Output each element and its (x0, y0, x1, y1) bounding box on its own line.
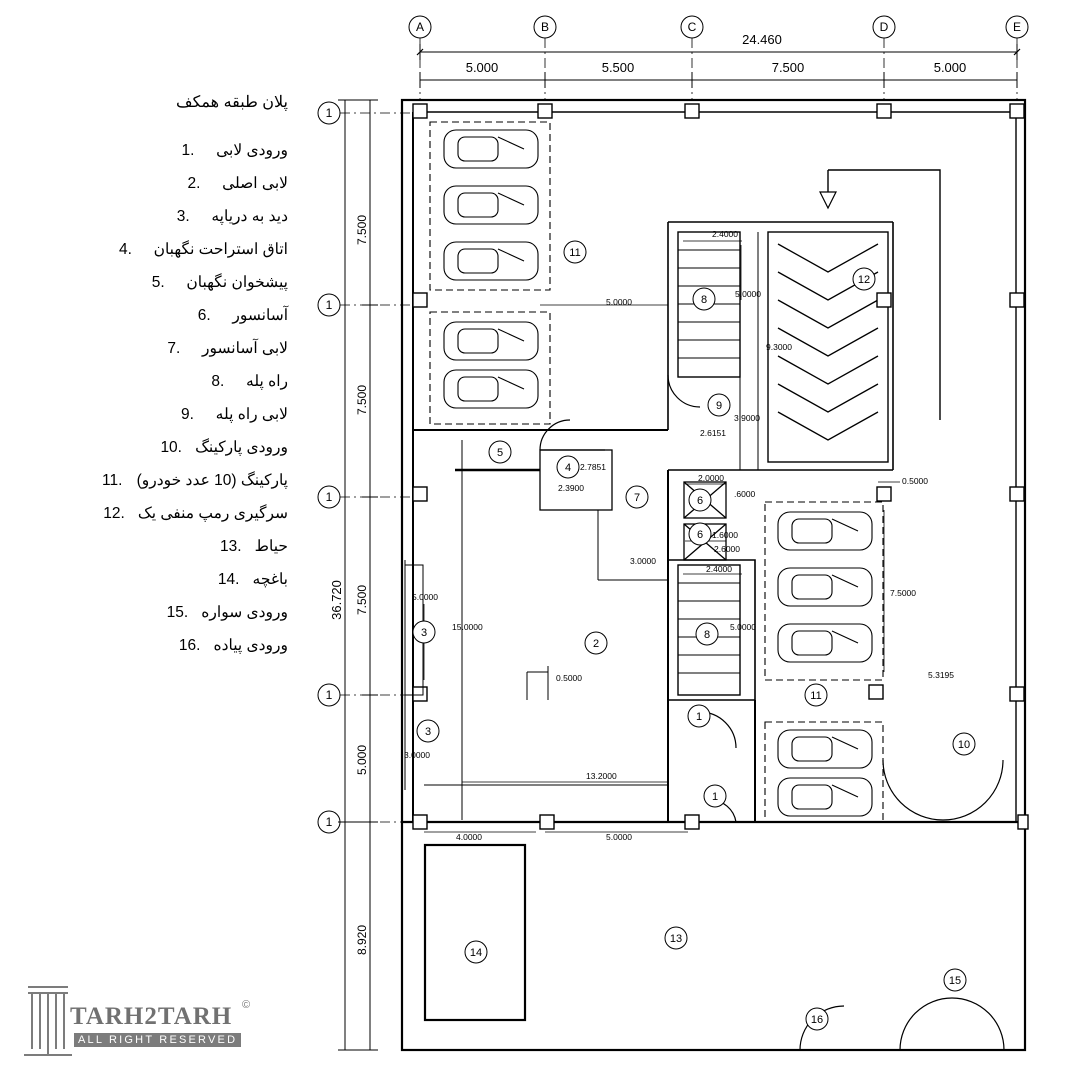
legend-item-label: راه پله (246, 373, 288, 390)
bay-dim-cd: 7.500 (771, 60, 805, 75)
dimension-leaders (424, 241, 900, 832)
legend-item-label: دید به دریاپه (211, 208, 288, 225)
callout-label: 8 (700, 294, 708, 306)
legend-item-label: ورودی پارکینگ (195, 439, 288, 456)
dim-text: 3.9000 (734, 413, 760, 423)
callout-label: 13 (669, 933, 683, 945)
callout-label: 2 (592, 638, 600, 650)
dim-text: 0.5000 (556, 673, 582, 683)
watermark-copyright: © (242, 999, 251, 1011)
car-icon (444, 322, 538, 360)
car-icon (444, 186, 538, 224)
grid-label-e: E (1012, 20, 1022, 34)
legend-item-label: اتاق استراحت نگهبان (153, 241, 288, 258)
dim-text: 2.6151 (700, 428, 726, 438)
dim-text: 13.2000 (586, 771, 617, 781)
legend-item-label: لابی راه پله (215, 406, 288, 423)
grid-label-b: B (540, 20, 550, 34)
callout-label: 3 (424, 726, 432, 738)
dim-text: 2.4000 (712, 229, 738, 239)
bay-dim-bc: 5.500 (601, 60, 635, 75)
door-swings (540, 375, 1004, 1050)
row-dim-2: 7.500 (355, 384, 369, 416)
legend-item-number: 6. (197, 307, 211, 324)
legend-item-number: 14. (217, 571, 240, 588)
callout-label: 6 (696, 495, 704, 507)
legend-item-label: باغچه (252, 571, 288, 588)
vertical-dimensions (329, 100, 378, 1050)
car-icon (778, 568, 872, 606)
legend-item-number: 16. (178, 637, 201, 654)
watermark-sub: ALL RIGHT RESERVED (74, 1033, 241, 1047)
legend-item-label: لابی اصلی (222, 175, 288, 192)
dim-text: 2.0000 (698, 473, 724, 483)
dim-text: .6000 (734, 489, 756, 499)
legend-item-label: آسانسور (232, 307, 288, 324)
dim-text: 5.0000 (606, 297, 632, 307)
legend-item-label: پارکینگ (10 عدد خودرو) (136, 472, 288, 489)
callout-label: 1 (695, 711, 703, 723)
callout-label: 10 (957, 739, 971, 751)
ramp-down (768, 170, 940, 462)
legend-item-label: ورودی پیاده (213, 637, 288, 654)
grid-row-label-4: 1 (325, 688, 333, 702)
legend-item-number: 2. (187, 175, 201, 192)
legend-item-number: 11. (101, 472, 123, 489)
grid-row-label-2: 1 (325, 298, 333, 312)
grid-row-label-3: 1 (325, 490, 333, 504)
row-dim-4: 5.000 (355, 744, 369, 776)
car-icon (778, 512, 872, 550)
callout-label: 11 (810, 690, 822, 702)
page-title: پلان طبقه همکف (176, 94, 288, 111)
dim-text: 5.0000 (412, 592, 438, 602)
legend-item-label: لابی آسانسور (201, 340, 288, 357)
legend-item-number: 1. (181, 142, 195, 159)
dim-text: 1.6000 (712, 530, 738, 540)
callout-label: 12 (857, 274, 871, 286)
dim-text: 7.5000 (890, 588, 916, 598)
dim-text: 3.0000 (630, 556, 656, 566)
legend-item-number: 7. (167, 340, 181, 357)
callout-label: 5 (496, 447, 504, 459)
dim-text: 2.3900 (558, 483, 584, 493)
dim-text: 9.3000 (766, 342, 792, 352)
dim-text: 5.3195 (928, 670, 954, 680)
dim-text: 2.7851 (580, 462, 606, 472)
legend-item-number: 4. (118, 241, 132, 258)
dim-text: 3.0000 (404, 750, 430, 760)
bay-dim-ab: 5.000 (465, 60, 499, 75)
overall-width-dimension (420, 32, 1017, 60)
callout-label: 15 (948, 975, 962, 987)
legend-item-number: 9. (181, 406, 194, 423)
legend-item-number: 12. (103, 505, 125, 522)
row-dim-1: 7.500 (355, 214, 369, 246)
callout-label: 14 (469, 947, 483, 959)
callout-label: 7 (633, 492, 641, 504)
callout-label: 16 (810, 1014, 824, 1026)
legend-item-label: ورودی سواره (201, 604, 288, 621)
legend-item-number: 10. (160, 439, 182, 456)
dim-text: 0.5000 (902, 476, 928, 486)
callout-label: 6 (696, 529, 704, 541)
dim-text: 15.0000 (452, 622, 483, 632)
grid-label-a: A (415, 20, 425, 34)
callout-label: 4 (564, 462, 572, 474)
bay-width-dimensions (420, 60, 1017, 88)
car-icon (778, 624, 872, 662)
grid-row-label-5: 1 (325, 815, 333, 829)
car-icon (778, 730, 872, 768)
row-dim-5: 8.920 (355, 924, 369, 956)
room-callouts (413, 241, 975, 1030)
callout-label: 11 (569, 247, 581, 259)
watermark-name: TARH2TARH (70, 1003, 233, 1030)
courtyard (402, 822, 1025, 1050)
car-icon (444, 370, 538, 408)
grid-row-label-1: 1 (325, 106, 333, 120)
legend-item-label: سرگیری رمپ منفی یک (137, 505, 288, 522)
car-icon (444, 242, 538, 280)
legend-item-number: 13. (220, 538, 242, 555)
dim-text: 2.6000 (714, 544, 740, 554)
grid-columns (409, 16, 1028, 100)
legend-item-number: 15. (166, 604, 189, 621)
legend-item-label: پیشخوان نگهبان (186, 274, 288, 291)
grid-label-c: C (687, 20, 697, 34)
dim-text: 5.0000 (730, 622, 756, 632)
dim-text: 5.0000 (606, 832, 632, 842)
callout-label: 3 (420, 627, 428, 639)
legend-item-number: 8. (211, 373, 225, 390)
total-width-label: 24.460 (742, 32, 782, 47)
parked-cars (444, 130, 872, 816)
dim-text: 4.0000 (456, 832, 482, 842)
car-icon (778, 778, 872, 816)
structural-columns (413, 104, 1028, 829)
callout-label: 8 (703, 629, 711, 641)
total-height-label: 36.720 (329, 580, 344, 620)
bay-dim-de: 5.000 (933, 60, 967, 75)
legend-item-label: ورودی لابی (216, 142, 288, 159)
car-icon (444, 130, 538, 168)
dim-text: 5.0000 (735, 289, 761, 299)
legend-item-number: 5. (151, 274, 165, 291)
callout-label: 9 (715, 400, 723, 412)
dim-text: 2.4000 (706, 564, 732, 574)
parking-zones (430, 122, 883, 822)
legend-item-label: حیاط (254, 538, 288, 555)
callout-label: 1 (711, 791, 719, 803)
grid-label-d: D (879, 20, 889, 34)
legend-item-number: 3. (176, 208, 190, 225)
row-dim-3: 7.500 (355, 584, 369, 616)
